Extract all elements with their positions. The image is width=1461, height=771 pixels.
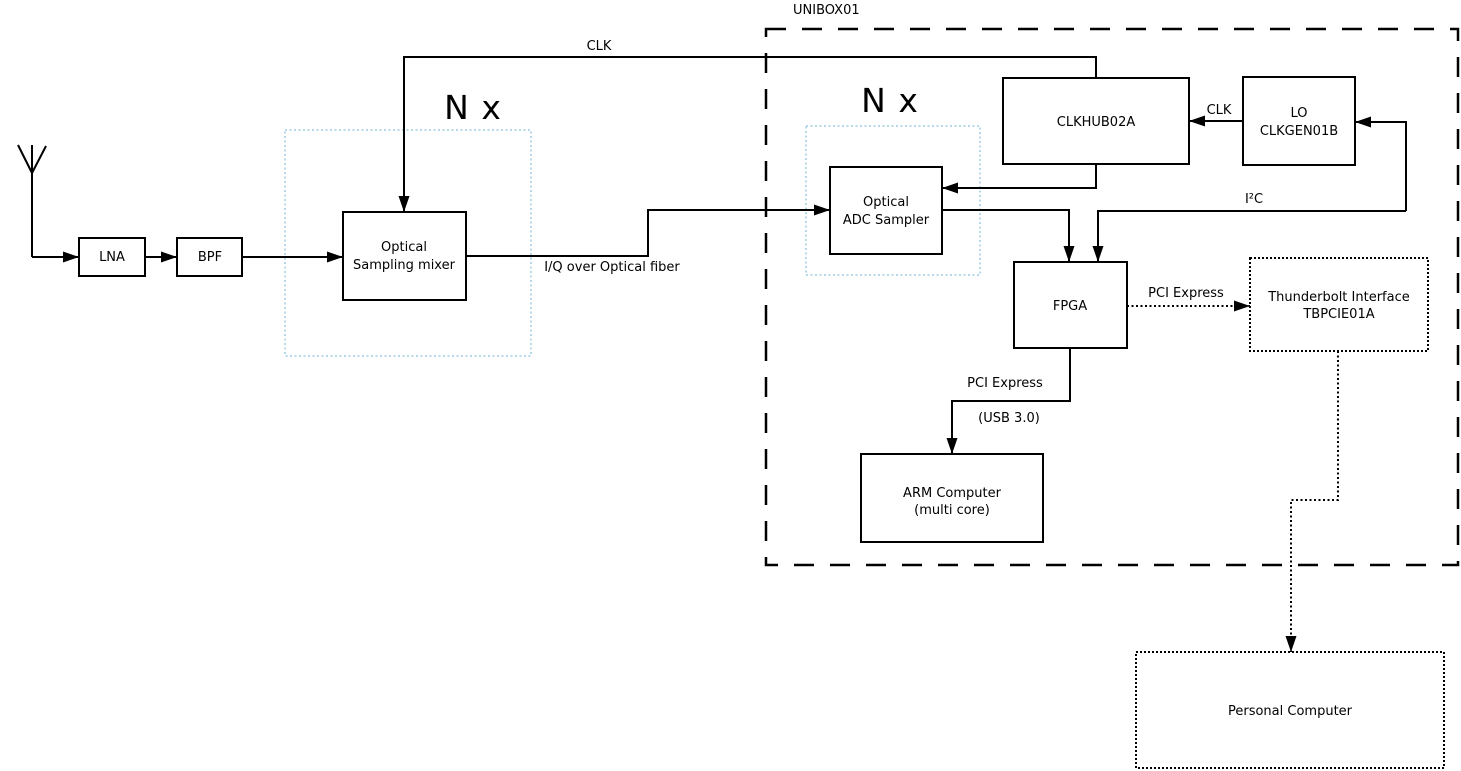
lo-clkgen-block bbox=[1243, 77, 1355, 165]
clk-lo-label: CLK bbox=[1206, 103, 1232, 118]
fpga-block bbox=[1014, 262, 1127, 348]
pcie-arm-label: PCI Express bbox=[967, 376, 1043, 391]
adc-label-line2: ADC Sampler bbox=[842, 213, 930, 228]
clkhub-block bbox=[1003, 78, 1189, 164]
optical-sampling-mixer-block bbox=[343, 212, 466, 300]
iq-fiber-label: I/Q over Optical fiber bbox=[544, 260, 680, 275]
lna-block bbox=[79, 238, 145, 276]
optical-adc-sampler-block bbox=[830, 167, 942, 254]
clkhub-label: CLKHUB02A bbox=[1056, 115, 1136, 130]
thunderbolt-interface-block bbox=[1250, 258, 1428, 351]
arm-label-line2: (multi core) bbox=[914, 503, 990, 518]
edge-clkhub-to-adc-clk bbox=[942, 164, 1096, 188]
adc-label-line1: Optical bbox=[863, 195, 909, 210]
antenna-icon bbox=[18, 145, 46, 257]
i2c-label: I²C bbox=[1244, 192, 1264, 207]
usb-label: (USB 3.0) bbox=[978, 411, 1040, 426]
edge-adc-to-fpga bbox=[942, 210, 1069, 262]
arm-computer-block bbox=[861, 454, 1043, 542]
edge-fpga-to-arm bbox=[952, 348, 1070, 454]
lo-box bbox=[1243, 77, 1355, 165]
mixer-box bbox=[343, 212, 466, 300]
adc-box bbox=[830, 167, 942, 254]
nx-label-left: N x bbox=[444, 88, 502, 127]
antenna-right-arm bbox=[32, 146, 46, 173]
edge-thunderbolt-to-pc bbox=[1291, 351, 1338, 652]
unibox01-label: UNIBOX01 bbox=[793, 3, 860, 18]
arm-label-line1: ARM Computer bbox=[903, 486, 1001, 501]
edge-mixer-to-adc-iq bbox=[466, 210, 830, 256]
pc-label: Personal Computer bbox=[1227, 704, 1353, 719]
pcie-thunderbolt-label: PCI Express bbox=[1148, 286, 1224, 301]
nx-label-right: N x bbox=[861, 81, 919, 120]
bpf-block bbox=[177, 238, 242, 276]
personal-computer-block bbox=[1136, 652, 1444, 768]
thunderbolt-label-line2: TBPCIE01A bbox=[1303, 307, 1375, 322]
edge-i2c-to-lo bbox=[1355, 122, 1406, 211]
lo-label-line1: LO bbox=[1290, 106, 1308, 121]
lna-label: LNA bbox=[99, 250, 125, 265]
clk-top-label: CLK bbox=[586, 39, 612, 54]
fpga-label: FPGA bbox=[1052, 299, 1088, 314]
antenna-left-arm bbox=[18, 145, 32, 173]
bpf-label: BPF bbox=[197, 250, 223, 265]
thunderbolt-label-line1: Thunderbolt Interface bbox=[1268, 290, 1410, 305]
lo-label-line2: CLKGEN01B bbox=[1259, 124, 1339, 139]
mixer-label-line2: Sampling mixer bbox=[353, 258, 455, 273]
mixer-label-line1: Optical bbox=[381, 240, 427, 255]
edge-i2c-to-fpga bbox=[1098, 211, 1406, 262]
